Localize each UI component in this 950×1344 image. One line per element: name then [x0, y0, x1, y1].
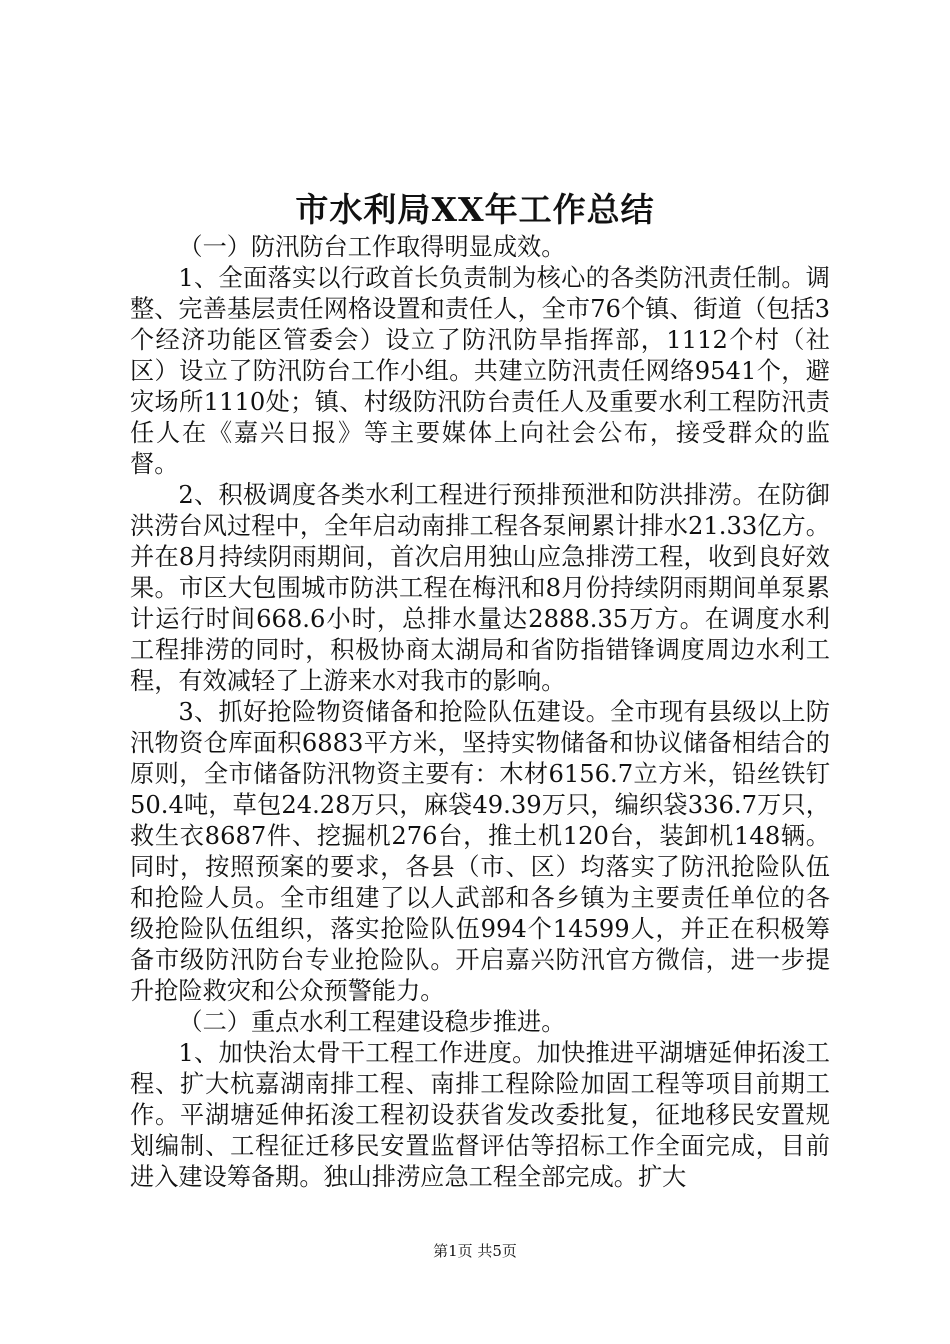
paragraph-3: 3、抓好抢险物资储备和抢险队伍建设。全市现有县级以上防汛物资仓库面积6883平方米，坚持实物储备和协议储备相结合的原则，全市储备防汛物资主要有：木材6156.7立方米，铅丝铁钉50.4吨，草包24.28万只，麻袋49.39万只，编织袋336.7万只，救生衣8687件、挖掘机276台，推土机120台，装卸机148辆。同时，按照预案的要求，各县（市、区）均落实了防汛抢险队伍和抢险人员。全市组建了以人武部和各乡镇为主要责任单位的各级抢险队伍组织，落实抢险队伍994个14599人，并正在积极筹备市级防汛防台专业抢险队。开启嘉兴防汛官方微信，进一步提升抢险救灾和公众预警能力。	[130, 698, 830, 1005]
paragraph-1: 1、全面落实以行政首长负责制为核心的各类防汛责任制。调整、完善基层责任网格设置和责任人，全市76个镇、街道（包括3个经济功能区管委会）设立了防汛防旱指挥部，1112个村（社区）设立了防汛防台工作小组。共建立防汛责任网络9541个，避灾场所1110处；镇、村级防汛防台责任人及重要水利工程防汛责任人在《嘉兴日报》等主要媒体上向社会公布，接受群众的监督。	[130, 264, 830, 478]
document-title: 市水利局XX年工作总结	[295, 190, 655, 229]
document-body	[130, 232, 830, 1193]
section-heading-2: （二）重点水利工程建设稳步推进。	[178, 1008, 566, 1036]
section-heading-1: （一）防汛防台工作取得明显成效。	[178, 233, 566, 261]
paragraph-4: 1、加快治太骨干工程工作进度。加快推进平湖塘延伸拓浚工程、扩大杭嘉湖南排工程、南排工程除险加固工程等项目前期工作。平湖塘延伸拓浚工程初设获省发改委批复，征地移民安置规划编制、工程征迁移民安置监督评估等招标工作全面完成，目前进入建设筹备期。独山排涝应急工程全部完成。扩大	[130, 1039, 830, 1191]
page-footer: 第1页 共5页	[433, 1242, 517, 1260]
paragraph-2: 2、积极调度各类水利工程进行预排预泄和防洪排涝。在防御洪涝台风过程中，全年启动南排工程各泵闸累计排水21.33亿方。并在8月持续阴雨期间，首次启用独山应急排涝工程，收到良好效果。市区大包围城市防洪工程在梅汛和8月份持续阴雨期间单泵累计运行时间668.6小时，总排水量达2888.35万方。在调度水利工程排涝的同时，积极协商太湖局和省防指错锋调度周边水利工程，有效减轻了上游来水对我市的影响。	[130, 481, 830, 695]
